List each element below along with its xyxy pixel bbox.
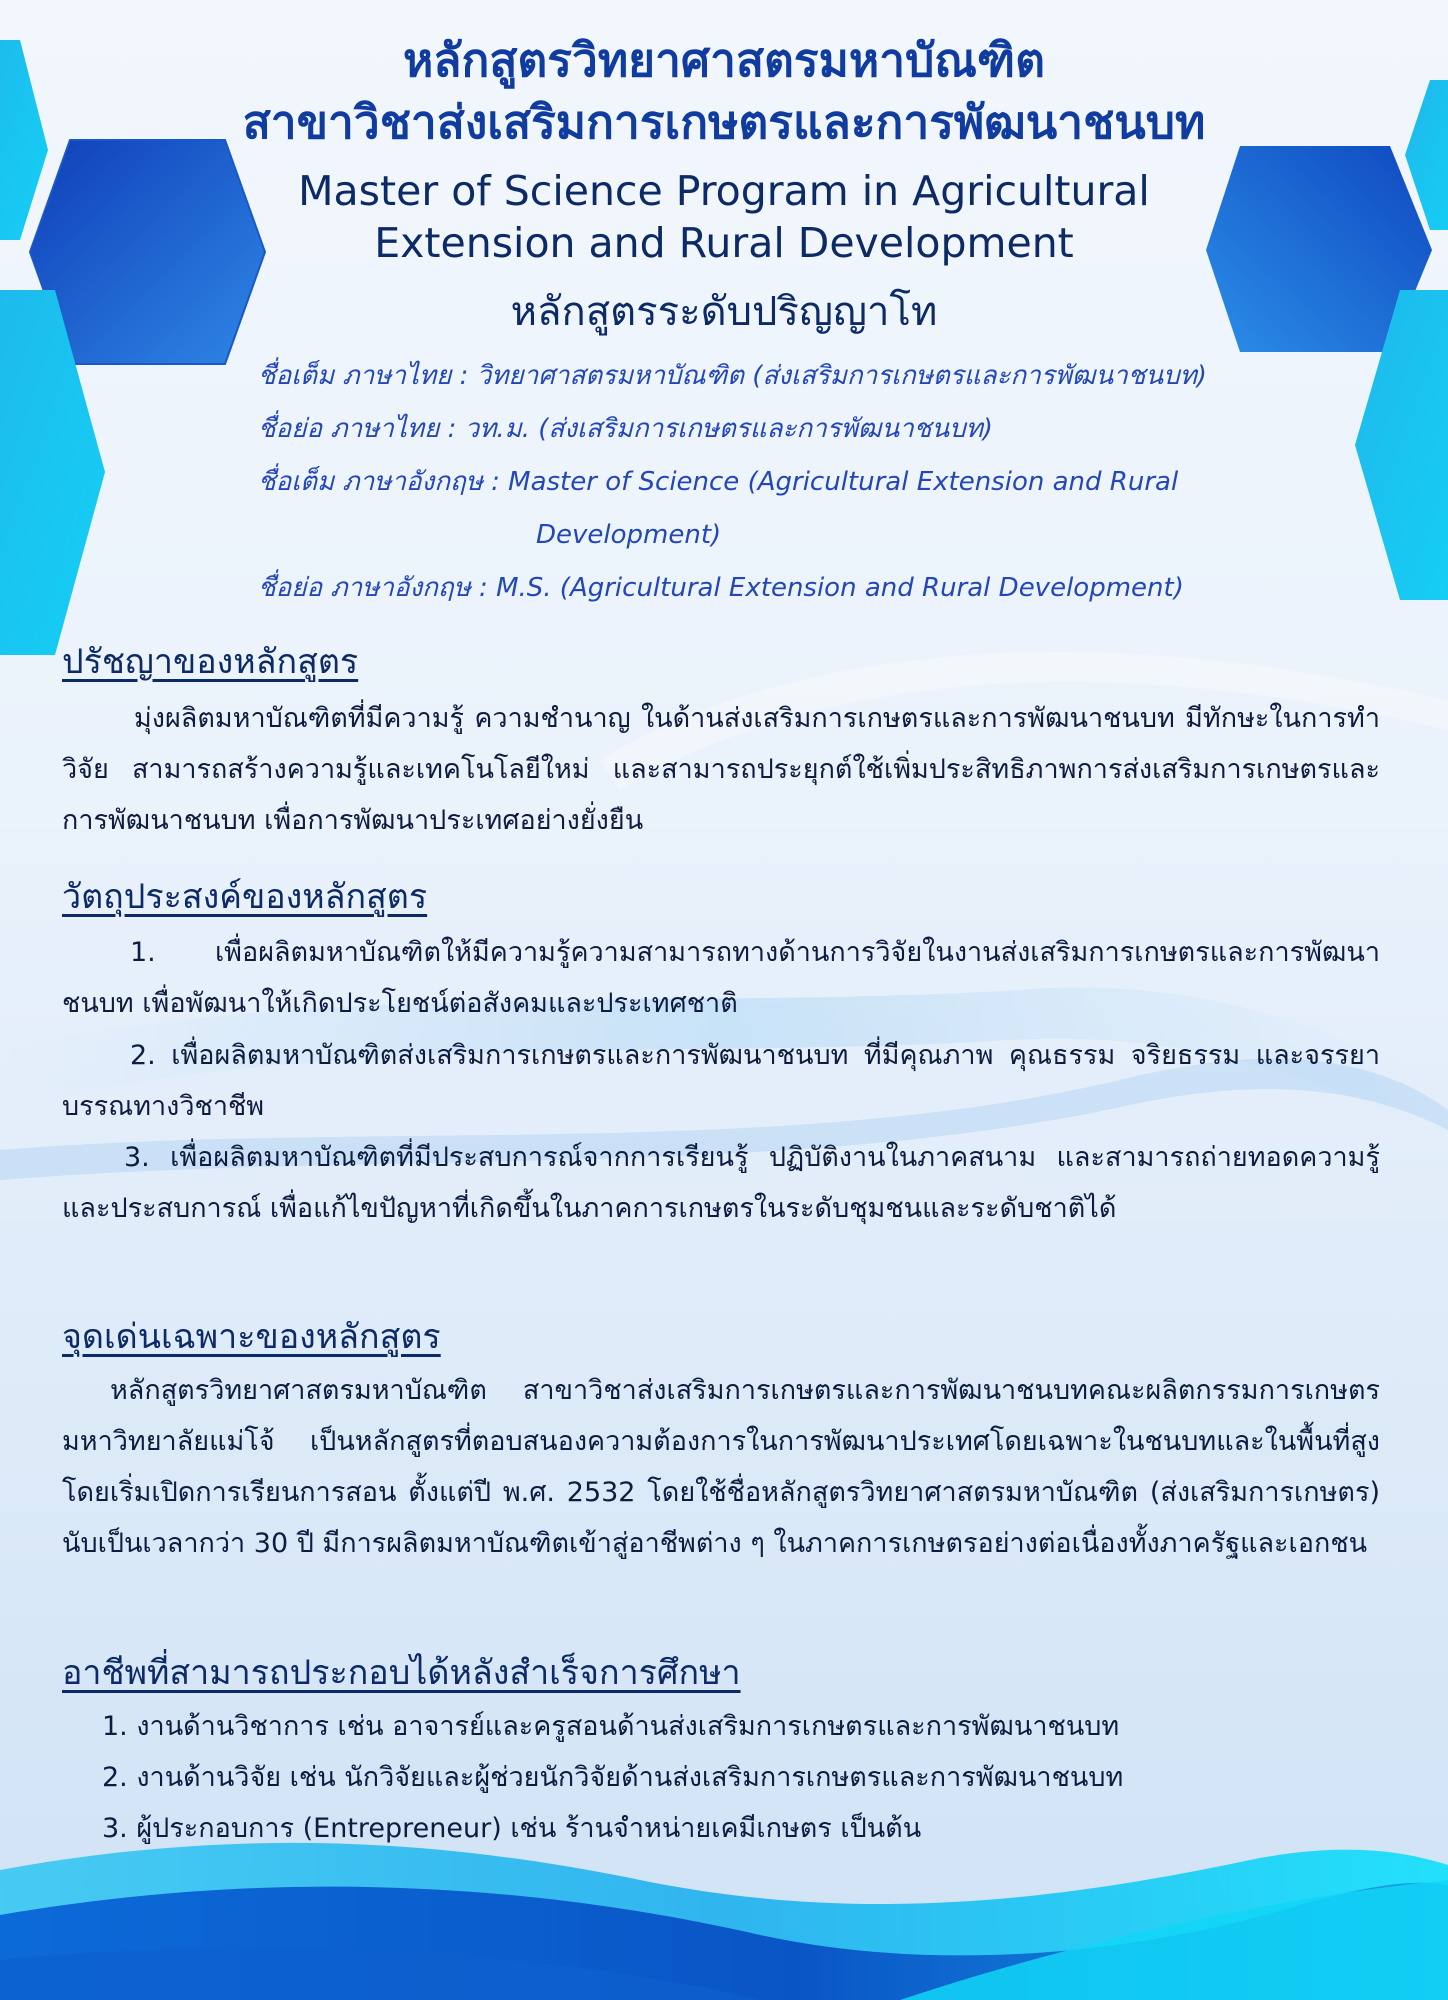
highlights-heading: จุดเด่นเฉพาะของหลักสูตร (62, 1317, 441, 1357)
career-item-3: 3. ผู้ประกอบการ (Entrepreneur) เช่น ร้านจำหน่ายเคมีเกษตร เป็นต้น (102, 1813, 922, 1844)
degree-full-english-line1: ชื่อเต็ม ภาษาอังกฤษ : Master of Science (Agricultural Extension and Rural (258, 467, 1179, 497)
philosophy-text: มุ่งผลิตมหาบัณฑิตที่มีความรู้ ความชำนาญ ในด้านส่งเสริมการเกษตรและการพัฒนาชนบท มีทักษะในการทำวิจัย สามารถสร้างความรู้และเทคโนโลยีใหม่ และสามารถประยุกต์ใช้เพิ่มประสิทธิภาพการส่งเสริมการเกษตรและการพัฒนาชนบท เพื่อการพัฒนาประเทศอย่างยั่งยืน (62, 703, 1380, 836)
program-title-thai-line1: หลักสูตรวิทยาศาสตรมหาบัณฑิต (402, 33, 1046, 87)
program-title-english-line2: Extension and Rural Development (374, 219, 1074, 267)
objectives-heading: วัตถุประสงค์ของหลักสูตร (62, 877, 428, 917)
degree-short-thai: ชื่อย่อ ภาษาไทย : วท.ม. (ส่งเสริมการเกษตรและการพัฒนาชนบท) (258, 414, 993, 444)
objective-item-2: 2. เพื่อผลิตมหาบัณฑิตส่งเสริมการเกษตรและการพัฒนาชนบท ที่มีคุณภาพ คุณธรรม จริยธรรม และจรรยาบรรณทางวิชาชีพ (62, 1040, 1380, 1122)
degree-names (258, 350, 1298, 615)
career-item-1: 1. งานด้านวิชาการ เช่น อาจารย์และครูสอนด้านส่งเสริมการเกษตรและการพัฒนาชนบท (102, 1711, 1120, 1742)
philosophy-heading: ปรัชญาของหลักสูตร (62, 642, 359, 682)
career-item-2: 2. งานด้านวิจัย เช่น นักวิจัยและผู้ช่วยนักวิจัยด้านส่งเสริมการเกษตรและการพัฒนาชนบท (102, 1762, 1124, 1793)
degree-full-english-line2: Development) (536, 520, 722, 550)
careers-heading: อาชีพที่สามารถประกอบได้หลังสำเร็จการศึกษา (62, 1653, 741, 1693)
highlights-text: หลักสูตรวิทยาศาสตรมหาบัณฑิต สาขาวิชาส่งเสริมการเกษตรและการพัฒนาชนบทคณะผลิตกรรมการเกษตร มหาวิทยาลัยแม่โจ้ เป็นหลักสูตรที่ตอบสนองความต้องการในการพัฒนาประเทศโดยเฉพาะในชนบทและในพื้นที่สูง โดยเริ่มเปิดการเรียนการสอน ตั้งแต่ปี พ.ศ. 2532 โดยใช้ชื่อหลักสูตรวิทยาศาสตรมหาบัณฑิต (ส่งเสริมการเกษตร) นับเป็นเวลากว่า 30 ปี มีการผลิตมหาบัณฑิตเข้าสู่อาชีพต่าง ๆ ในภาคการเกษตรอย่างต่อเนื่องทั้งภาครัฐและเอกชน (62, 1375, 1380, 1559)
objective-item-1: 1. เพื่อผลิตมหาบัณฑิตให้มีความรู้ความสามารถทางด้านการวิจัยในงานส่งเสริมการเกษตรและการพัฒนาชนบท เพื่อพัฒนาให้เกิดประโยชน์ต่อสังคมและประเทศชาติ (62, 937, 1380, 1019)
degree-level: หลักสูตรระดับปริญญาโท (510, 289, 938, 335)
objective-item-3: 3. เพื่อผลิตมหาบัณฑิตที่มีประสบการณ์จากการเรียนรู้ ปฏิบัติงานในภาคสนาม และสามารถถ่ายทอดความรู้และประสบการณ์ เพื่อแก้ไขปัญหาที่เกิดขึ้นในภาคการเกษตรในระดับชุมชนและระดับชาติได้ (62, 1142, 1380, 1224)
program-title-english-line1: Master of Science Program in Agricultural (298, 167, 1150, 215)
program-title-thai-line2: สาขาวิชาส่งเสริมการเกษตรและการพัฒนาชนบท (242, 95, 1206, 149)
degree-short-english: ชื่อย่อ ภาษาอังกฤษ : M.S. (Agricultural Extension and Rural Development) (258, 573, 1184, 603)
degree-full-thai: ชื่อเต็ม ภาษาไทย : วิทยาศาสตรมหาบัณฑิต (ส่งเสริมการเกษตรและการพัฒนาชนบท) (258, 361, 1207, 391)
